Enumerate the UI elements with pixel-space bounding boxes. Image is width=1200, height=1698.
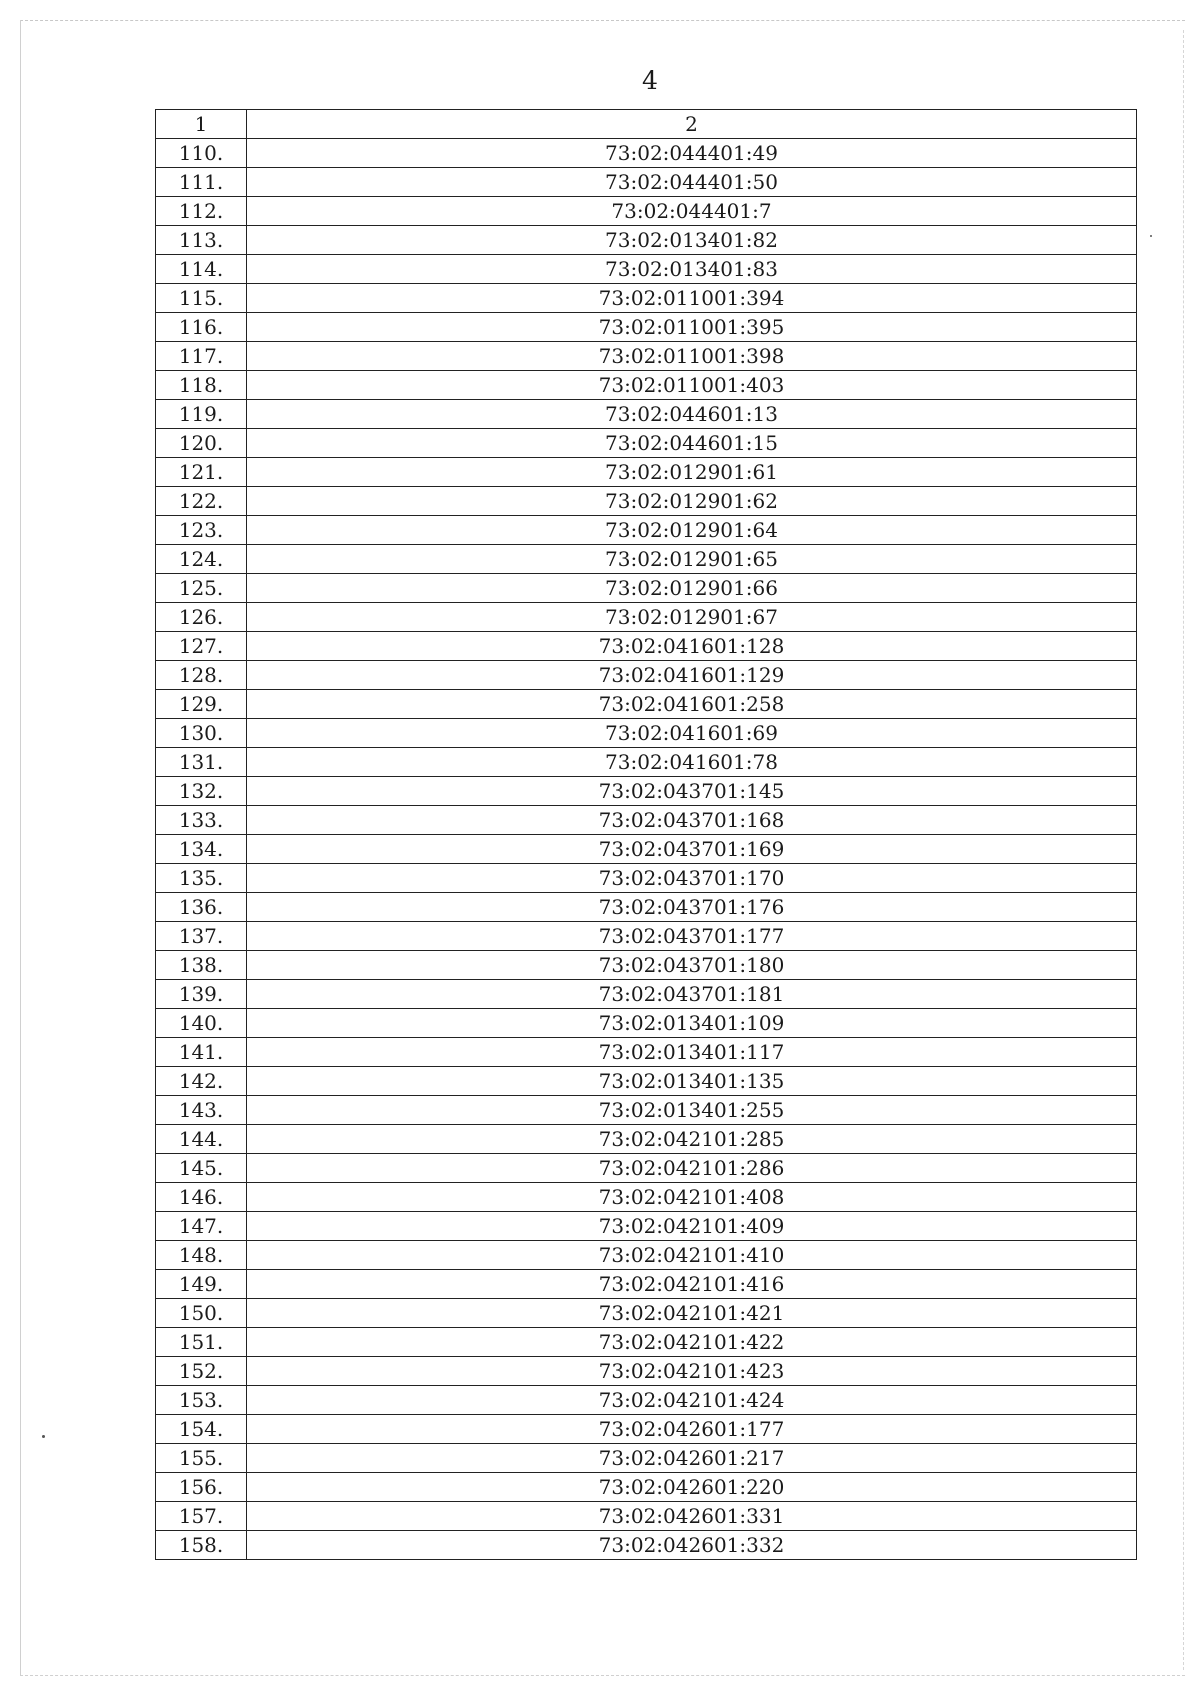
row-number-cell: 120. xyxy=(156,429,247,458)
table-row xyxy=(156,574,1137,603)
table-row xyxy=(156,1531,1137,1560)
table-row xyxy=(156,1328,1137,1357)
row-number-cell: 127. xyxy=(156,632,247,661)
table-row xyxy=(156,516,1137,545)
table-row xyxy=(156,1183,1137,1212)
table-row xyxy=(156,1357,1137,1386)
row-number-cell: 113. xyxy=(156,226,247,255)
table-row xyxy=(156,835,1137,864)
row-number-cell: 141. xyxy=(156,1038,247,1067)
cadastral-number-cell: 73:02:012901:62 xyxy=(247,487,1137,516)
cadastral-number-cell: 73:02:012901:64 xyxy=(247,516,1137,545)
row-number-cell: 134. xyxy=(156,835,247,864)
cadastral-number-cell: 73:02:013401:83 xyxy=(247,255,1137,284)
row-number-cell: 143. xyxy=(156,1096,247,1125)
row-number-cell: 147. xyxy=(156,1212,247,1241)
table-row xyxy=(156,197,1137,226)
row-number-cell: 123. xyxy=(156,516,247,545)
row-number-cell: 157. xyxy=(156,1502,247,1531)
table-row xyxy=(156,661,1137,690)
cadastral-number-cell: 73:02:013401:109 xyxy=(247,1009,1137,1038)
table-row xyxy=(156,1270,1137,1299)
row-number-cell: 142. xyxy=(156,1067,247,1096)
scan-border-left xyxy=(20,20,21,1675)
row-number-cell: 146. xyxy=(156,1183,247,1212)
row-number-cell: 153. xyxy=(156,1386,247,1415)
cadastral-number-cell: 73:02:042101:286 xyxy=(247,1154,1137,1183)
cadastral-number-cell: 73:02:013401:255 xyxy=(247,1096,1137,1125)
row-number-cell: 152. xyxy=(156,1357,247,1386)
cadastral-number-cell: 73:02:043701:181 xyxy=(247,980,1137,1009)
table-row xyxy=(156,1502,1137,1531)
cadastral-number-cell: 73:02:011001:395 xyxy=(247,313,1137,342)
row-number-cell: 114. xyxy=(156,255,247,284)
table-row xyxy=(156,1067,1137,1096)
row-number-cell: 121. xyxy=(156,458,247,487)
table-row xyxy=(156,1415,1137,1444)
table-row xyxy=(156,1096,1137,1125)
table-body xyxy=(156,110,1137,1560)
row-number-cell: 136. xyxy=(156,893,247,922)
row-number-cell: 137. xyxy=(156,922,247,951)
row-number-cell: 111. xyxy=(156,168,247,197)
row-number-cell: 118. xyxy=(156,371,247,400)
cadastral-number-cell: 73:02:041601:129 xyxy=(247,661,1137,690)
cadastral-number-cell: 73:02:042101:423 xyxy=(247,1357,1137,1386)
row-number-cell: 155. xyxy=(156,1444,247,1473)
row-number-cell: 124. xyxy=(156,545,247,574)
cadastral-number-cell: 73:02:043701:145 xyxy=(247,777,1137,806)
scan-speck xyxy=(42,1435,45,1438)
cadastral-number-cell: 73:02:042601:331 xyxy=(247,1502,1137,1531)
header-cell-number: 1 xyxy=(156,110,247,139)
row-number-cell: 112. xyxy=(156,197,247,226)
row-number-cell: 154. xyxy=(156,1415,247,1444)
row-number-cell: 145. xyxy=(156,1154,247,1183)
table-row xyxy=(156,284,1137,313)
row-number-cell: 150. xyxy=(156,1299,247,1328)
table-row xyxy=(156,777,1137,806)
row-number-cell: 132. xyxy=(156,777,247,806)
table-row xyxy=(156,748,1137,777)
table-row xyxy=(156,371,1137,400)
cadastral-number-cell: 73:02:043701:176 xyxy=(247,893,1137,922)
table-row xyxy=(156,1241,1137,1270)
table-row xyxy=(156,458,1137,487)
table-row xyxy=(156,255,1137,284)
cadastral-number-cell: 73:02:042101:422 xyxy=(247,1328,1137,1357)
table-row xyxy=(156,342,1137,371)
row-number-cell: 156. xyxy=(156,1473,247,1502)
cadastral-number-cell: 73:02:043701:170 xyxy=(247,864,1137,893)
cadastral-number-cell: 73:02:011001:398 xyxy=(247,342,1137,371)
cadastral-number-cell: 73:02:043701:169 xyxy=(247,835,1137,864)
table-row xyxy=(156,429,1137,458)
table-row xyxy=(156,168,1137,197)
row-number-cell: 135. xyxy=(156,864,247,893)
cadastral-number-cell: 73:02:041601:128 xyxy=(247,632,1137,661)
table-row xyxy=(156,1386,1137,1415)
cadastral-number-cell: 73:02:041601:258 xyxy=(247,690,1137,719)
table-row xyxy=(156,951,1137,980)
row-number-cell: 130. xyxy=(156,719,247,748)
cadastral-number-cell: 73:02:013401:82 xyxy=(247,226,1137,255)
cadastral-number-cell: 73:02:012901:67 xyxy=(247,603,1137,632)
table-row xyxy=(156,1299,1137,1328)
row-number-cell: 129. xyxy=(156,690,247,719)
cadastral-number-cell: 73:02:011001:394 xyxy=(247,284,1137,313)
row-number-cell: 133. xyxy=(156,806,247,835)
table-row xyxy=(156,980,1137,1009)
table-row xyxy=(156,1125,1137,1154)
cadastral-number-cell: 73:02:042601:217 xyxy=(247,1444,1137,1473)
cadastral-number-cell: 73:02:044601:15 xyxy=(247,429,1137,458)
table-row xyxy=(156,1038,1137,1067)
table-row xyxy=(156,1154,1137,1183)
cadastral-number-cell: 73:02:042601:332 xyxy=(247,1531,1137,1560)
table-row xyxy=(156,487,1137,516)
cadastral-number-cell: 73:02:012901:66 xyxy=(247,574,1137,603)
table-row xyxy=(156,400,1137,429)
cadastral-number-cell: 73:02:043701:180 xyxy=(247,951,1137,980)
table-row xyxy=(156,864,1137,893)
table-row xyxy=(156,1473,1137,1502)
cadastral-number-cell: 73:02:042101:416 xyxy=(247,1270,1137,1299)
cadastral-number-cell: 73:02:044401:50 xyxy=(247,168,1137,197)
cadastral-number-cell: 73:02:042101:409 xyxy=(247,1212,1137,1241)
table-row xyxy=(156,226,1137,255)
cadastral-number-cell: 73:02:042101:424 xyxy=(247,1386,1137,1415)
cadastral-number-cell: 73:02:043701:168 xyxy=(247,806,1137,835)
row-number-cell: 144. xyxy=(156,1125,247,1154)
cadastral-number-cell: 73:02:013401:135 xyxy=(247,1067,1137,1096)
table-row xyxy=(156,806,1137,835)
table-row xyxy=(156,690,1137,719)
cadastral-number-cell: 73:02:012901:61 xyxy=(247,458,1137,487)
table-row xyxy=(156,632,1137,661)
row-number-cell: 151. xyxy=(156,1328,247,1357)
scan-border-bottom xyxy=(20,1675,1185,1676)
table-row xyxy=(156,922,1137,951)
table-row xyxy=(156,139,1137,168)
row-number-cell: 148. xyxy=(156,1241,247,1270)
cadastral-number-cell: 73:02:013401:117 xyxy=(247,1038,1137,1067)
cadastral-number-cell: 73:02:044601:13 xyxy=(247,400,1137,429)
cadastral-number-cell: 73:02:042601:177 xyxy=(247,1415,1137,1444)
table-row xyxy=(156,1009,1137,1038)
row-number-cell: 115. xyxy=(156,284,247,313)
cadastral-number-cell: 73:02:043701:177 xyxy=(247,922,1137,951)
table-row xyxy=(156,893,1137,922)
table-header-row xyxy=(156,110,1137,139)
table-row xyxy=(156,719,1137,748)
cadastral-number-cell: 73:02:041601:78 xyxy=(247,748,1137,777)
page-number: 4 xyxy=(642,66,658,95)
cadastral-number-cell: 73:02:042101:410 xyxy=(247,1241,1137,1270)
row-number-cell: 125. xyxy=(156,574,247,603)
cadastral-number-table xyxy=(155,109,1137,1560)
table-row xyxy=(156,313,1137,342)
row-number-cell: 139. xyxy=(156,980,247,1009)
cadastral-number-cell: 73:02:011001:403 xyxy=(247,371,1137,400)
row-number-cell: 128. xyxy=(156,661,247,690)
cadastral-number-cell: 73:02:044401:7 xyxy=(247,197,1137,226)
cadastral-number-cell: 73:02:042101:421 xyxy=(247,1299,1137,1328)
scan-border-right xyxy=(1183,30,1184,1670)
row-number-cell: 117. xyxy=(156,342,247,371)
row-number-cell: 158. xyxy=(156,1531,247,1560)
row-number-cell: 140. xyxy=(156,1009,247,1038)
cadastral-number-cell: 73:02:012901:65 xyxy=(247,545,1137,574)
scan-speck xyxy=(1150,235,1152,237)
cadastral-number-cell: 73:02:042601:220 xyxy=(247,1473,1137,1502)
table-row xyxy=(156,1212,1137,1241)
table-row xyxy=(156,1444,1137,1473)
table-row xyxy=(156,603,1137,632)
row-number-cell: 122. xyxy=(156,487,247,516)
row-number-cell: 138. xyxy=(156,951,247,980)
cadastral-number-cell: 73:02:041601:69 xyxy=(247,719,1137,748)
row-number-cell: 131. xyxy=(156,748,247,777)
row-number-cell: 149. xyxy=(156,1270,247,1299)
row-number-cell: 119. xyxy=(156,400,247,429)
row-number-cell: 110. xyxy=(156,139,247,168)
cadastral-number-cell: 73:02:042101:408 xyxy=(247,1183,1137,1212)
scan-border-top xyxy=(20,20,1185,21)
row-number-cell: 116. xyxy=(156,313,247,342)
header-cell-value: 2 xyxy=(247,110,1137,139)
cadastral-number-cell: 73:02:044401:49 xyxy=(247,139,1137,168)
table-row xyxy=(156,545,1137,574)
row-number-cell: 126. xyxy=(156,603,247,632)
cadastral-number-cell: 73:02:042101:285 xyxy=(247,1125,1137,1154)
